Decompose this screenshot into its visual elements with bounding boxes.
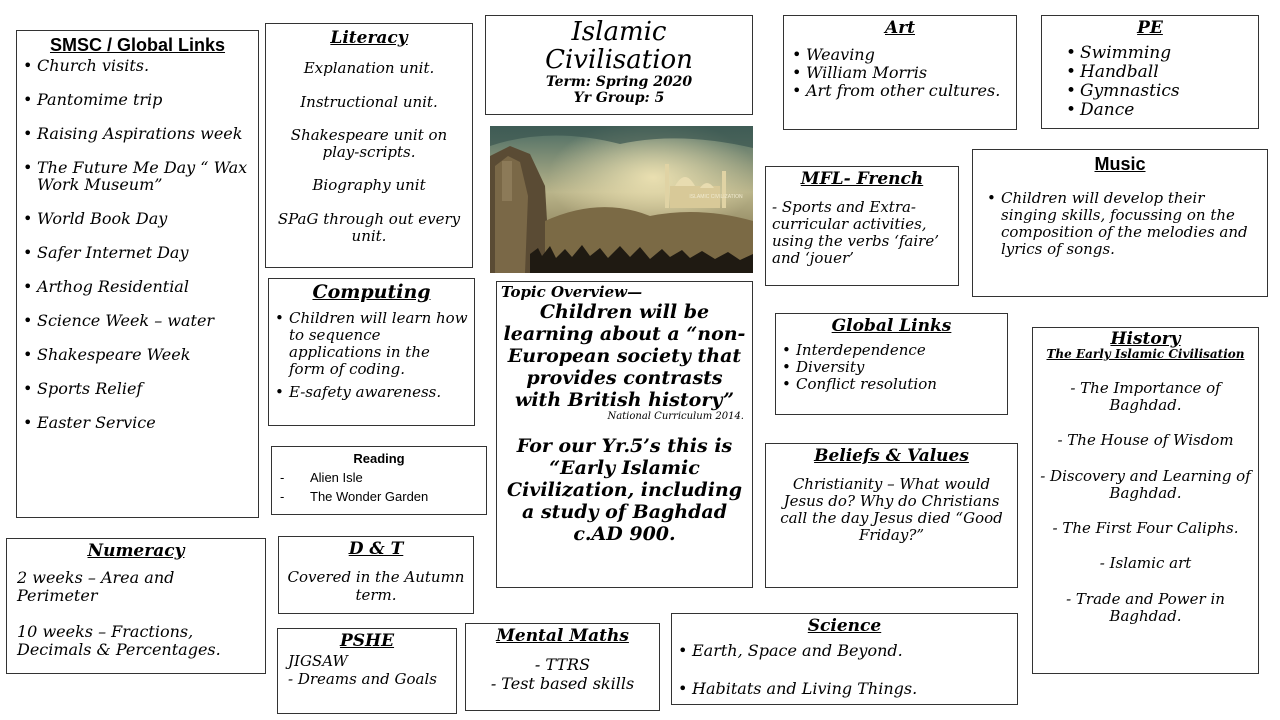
pshe-panel (277, 628, 457, 714)
islamic-city-illustration (490, 126, 753, 273)
minaret (665, 164, 669, 208)
art-panel (783, 15, 1017, 130)
pe-panel (1041, 15, 1259, 129)
tower (502, 161, 512, 201)
literacy-item: Biography unit (312, 176, 426, 195)
pshe-title: PSHE (339, 631, 395, 651)
list-item: • Children will learn how to sequence applications in the form of coding. (273, 310, 470, 378)
history-subtitle: The Early Islamic Civilisation (1046, 347, 1245, 361)
list-item: • Earth, Space and Beyond. (676, 642, 1013, 660)
list-item: • Church visits. (21, 57, 254, 74)
pe-list (1050, 44, 1250, 120)
global-links-list (780, 342, 1003, 393)
list-item: • E-safety awareness. (273, 384, 470, 401)
music-title: Music (1094, 154, 1146, 174)
dt-title: D & T (348, 539, 404, 559)
year-group-label: Yr Group: 5 (573, 90, 665, 106)
image-caption: ISLAMIC CIVILIZATION (689, 194, 743, 200)
art-title: Art (885, 18, 915, 38)
art-list (790, 46, 1010, 100)
list-item: • Handball (1064, 63, 1250, 82)
mfl-text: - Sports and Extra-curricular activities, using the verbs ‘faire’ and ‘jouer’ (772, 198, 939, 268)
list-item: • Art from other cultures. (790, 82, 1010, 100)
topic-quote: Children will be learning about a “non-European society that provides contrasts with British history” (503, 301, 746, 412)
topic-overview-panel (496, 281, 753, 588)
mfl-title: MFL- French (800, 169, 924, 189)
list-item: • Pantomime trip (21, 91, 254, 108)
list-item: • Habitats and Living Things. (676, 680, 1013, 698)
literacy-item: SPaG through out every unit. (277, 209, 461, 245)
topic-heading: Topic Overview— (501, 283, 643, 301)
literacy-item: Instructional unit. (300, 92, 438, 111)
list-item: • Safer Internet Day (21, 244, 254, 261)
pshe-line: JIGSAW (288, 652, 348, 671)
list-item: • Interdependence (780, 342, 1003, 359)
list-item: • Dance (1064, 101, 1250, 120)
global-links-panel (775, 313, 1008, 415)
music-panel (972, 149, 1268, 297)
literacy-panel (265, 23, 473, 268)
list-item: • William Morris (790, 64, 1010, 82)
list-item: • World Book Day (21, 210, 254, 227)
list-item: • Shakespeare Week (21, 346, 254, 363)
reading-item: - The Wonder Garden (280, 489, 429, 504)
history-item: - Discovery and Learning of Baghdad. (1040, 466, 1251, 502)
history-title: History (1110, 329, 1181, 349)
numeracy-line: 10 weeks – Fractions, Decimals & Percentages. (17, 622, 221, 660)
history-item: - Islamic art (1099, 554, 1192, 573)
history-item: - Trade and Power in Baghdad. (1066, 589, 1225, 625)
music-text: • Children will develop their singing skills, focussing on the composition of the melodies and lyrics of songs. (985, 190, 1255, 258)
history-item: - The Importance of Baghdad. (1070, 378, 1221, 415)
dt-panel (278, 536, 474, 614)
list-item: • Arthog Residential (21, 278, 254, 295)
numeracy-title: Numeracy (87, 541, 185, 561)
list-item: • Sports Relief (21, 380, 254, 397)
history-item: - The House of Wisdom (1057, 431, 1234, 450)
list-item: • Conflict resolution (780, 376, 1003, 393)
page-title: Islamic (571, 17, 667, 47)
pe-title: PE (1137, 18, 1163, 38)
mfl-panel (765, 166, 959, 286)
literacy-title: Literacy (330, 28, 408, 48)
list-item: • Weaving (790, 46, 1010, 64)
list-item: • Science Week – water (21, 312, 254, 329)
computing-panel (268, 278, 475, 426)
science-panel (671, 613, 1018, 705)
computing-list (273, 310, 470, 401)
mental-maths-panel (465, 623, 660, 711)
computing-title: Computing (312, 281, 431, 303)
literacy-item: Explanation unit. (303, 59, 435, 78)
dt-text: Covered in the Autumn term. (287, 568, 465, 604)
mental-maths-line: - Test based skills (490, 673, 635, 693)
numeracy-line: 2 weeks – Area and Perimeter (17, 568, 175, 606)
music-list (985, 190, 1255, 258)
reading-panel (271, 446, 487, 515)
mental-maths-line: - TTRS (534, 655, 591, 675)
list-item: • Easter Service (21, 414, 254, 431)
mental-maths-title: Mental Maths (496, 626, 629, 646)
beliefs-values-title: Beliefs & Values (814, 446, 969, 466)
smsc-panel (16, 30, 259, 518)
header-panel (485, 15, 753, 115)
history-item: - The First Four Caliphs. (1052, 519, 1239, 538)
smsc-list (21, 57, 254, 431)
list-item: • Swimming (1064, 44, 1250, 63)
reading-title: Reading (353, 451, 405, 466)
science-title: Science (807, 616, 882, 636)
global-links-title: Global Links (831, 316, 952, 336)
topic-focus: For our Yr.5’s this is “Early Islamic Civilization, including a study of Baghdad c.AD 900. (506, 434, 743, 545)
science-list (676, 642, 1013, 698)
numeracy-panel (6, 538, 266, 674)
smsc-title: SMSC / Global Links (49, 35, 226, 55)
beliefs-values-panel (765, 443, 1018, 588)
reading-item: - Alien Isle (280, 470, 363, 485)
minaret (722, 171, 726, 208)
beliefs-values-text: Christianity – What would Jesus do? Why do Christians call the day Jesus died “Good Friday?” (780, 475, 1003, 545)
term-label: Term: Spring 2020 (545, 74, 693, 90)
page-title-line2: Civilisation (545, 45, 693, 75)
literacy-item: Shakespeare unit on play-scripts. (290, 125, 448, 162)
list-item: • Diversity (780, 359, 1003, 376)
reading-item-label: Alien Isle (310, 470, 363, 485)
topic-source: National Curriculum 2014. (607, 411, 744, 423)
history-panel (1032, 327, 1259, 674)
list-item: • Raising Aspirations week (21, 125, 254, 142)
list-item: • Gymnastics (1064, 82, 1250, 101)
list-item: • The Future Me Day “ Wax Work Museum” (21, 159, 254, 193)
reading-item-label: The Wonder Garden (310, 489, 429, 504)
pshe-line: - Dreams and Goals (288, 669, 437, 688)
